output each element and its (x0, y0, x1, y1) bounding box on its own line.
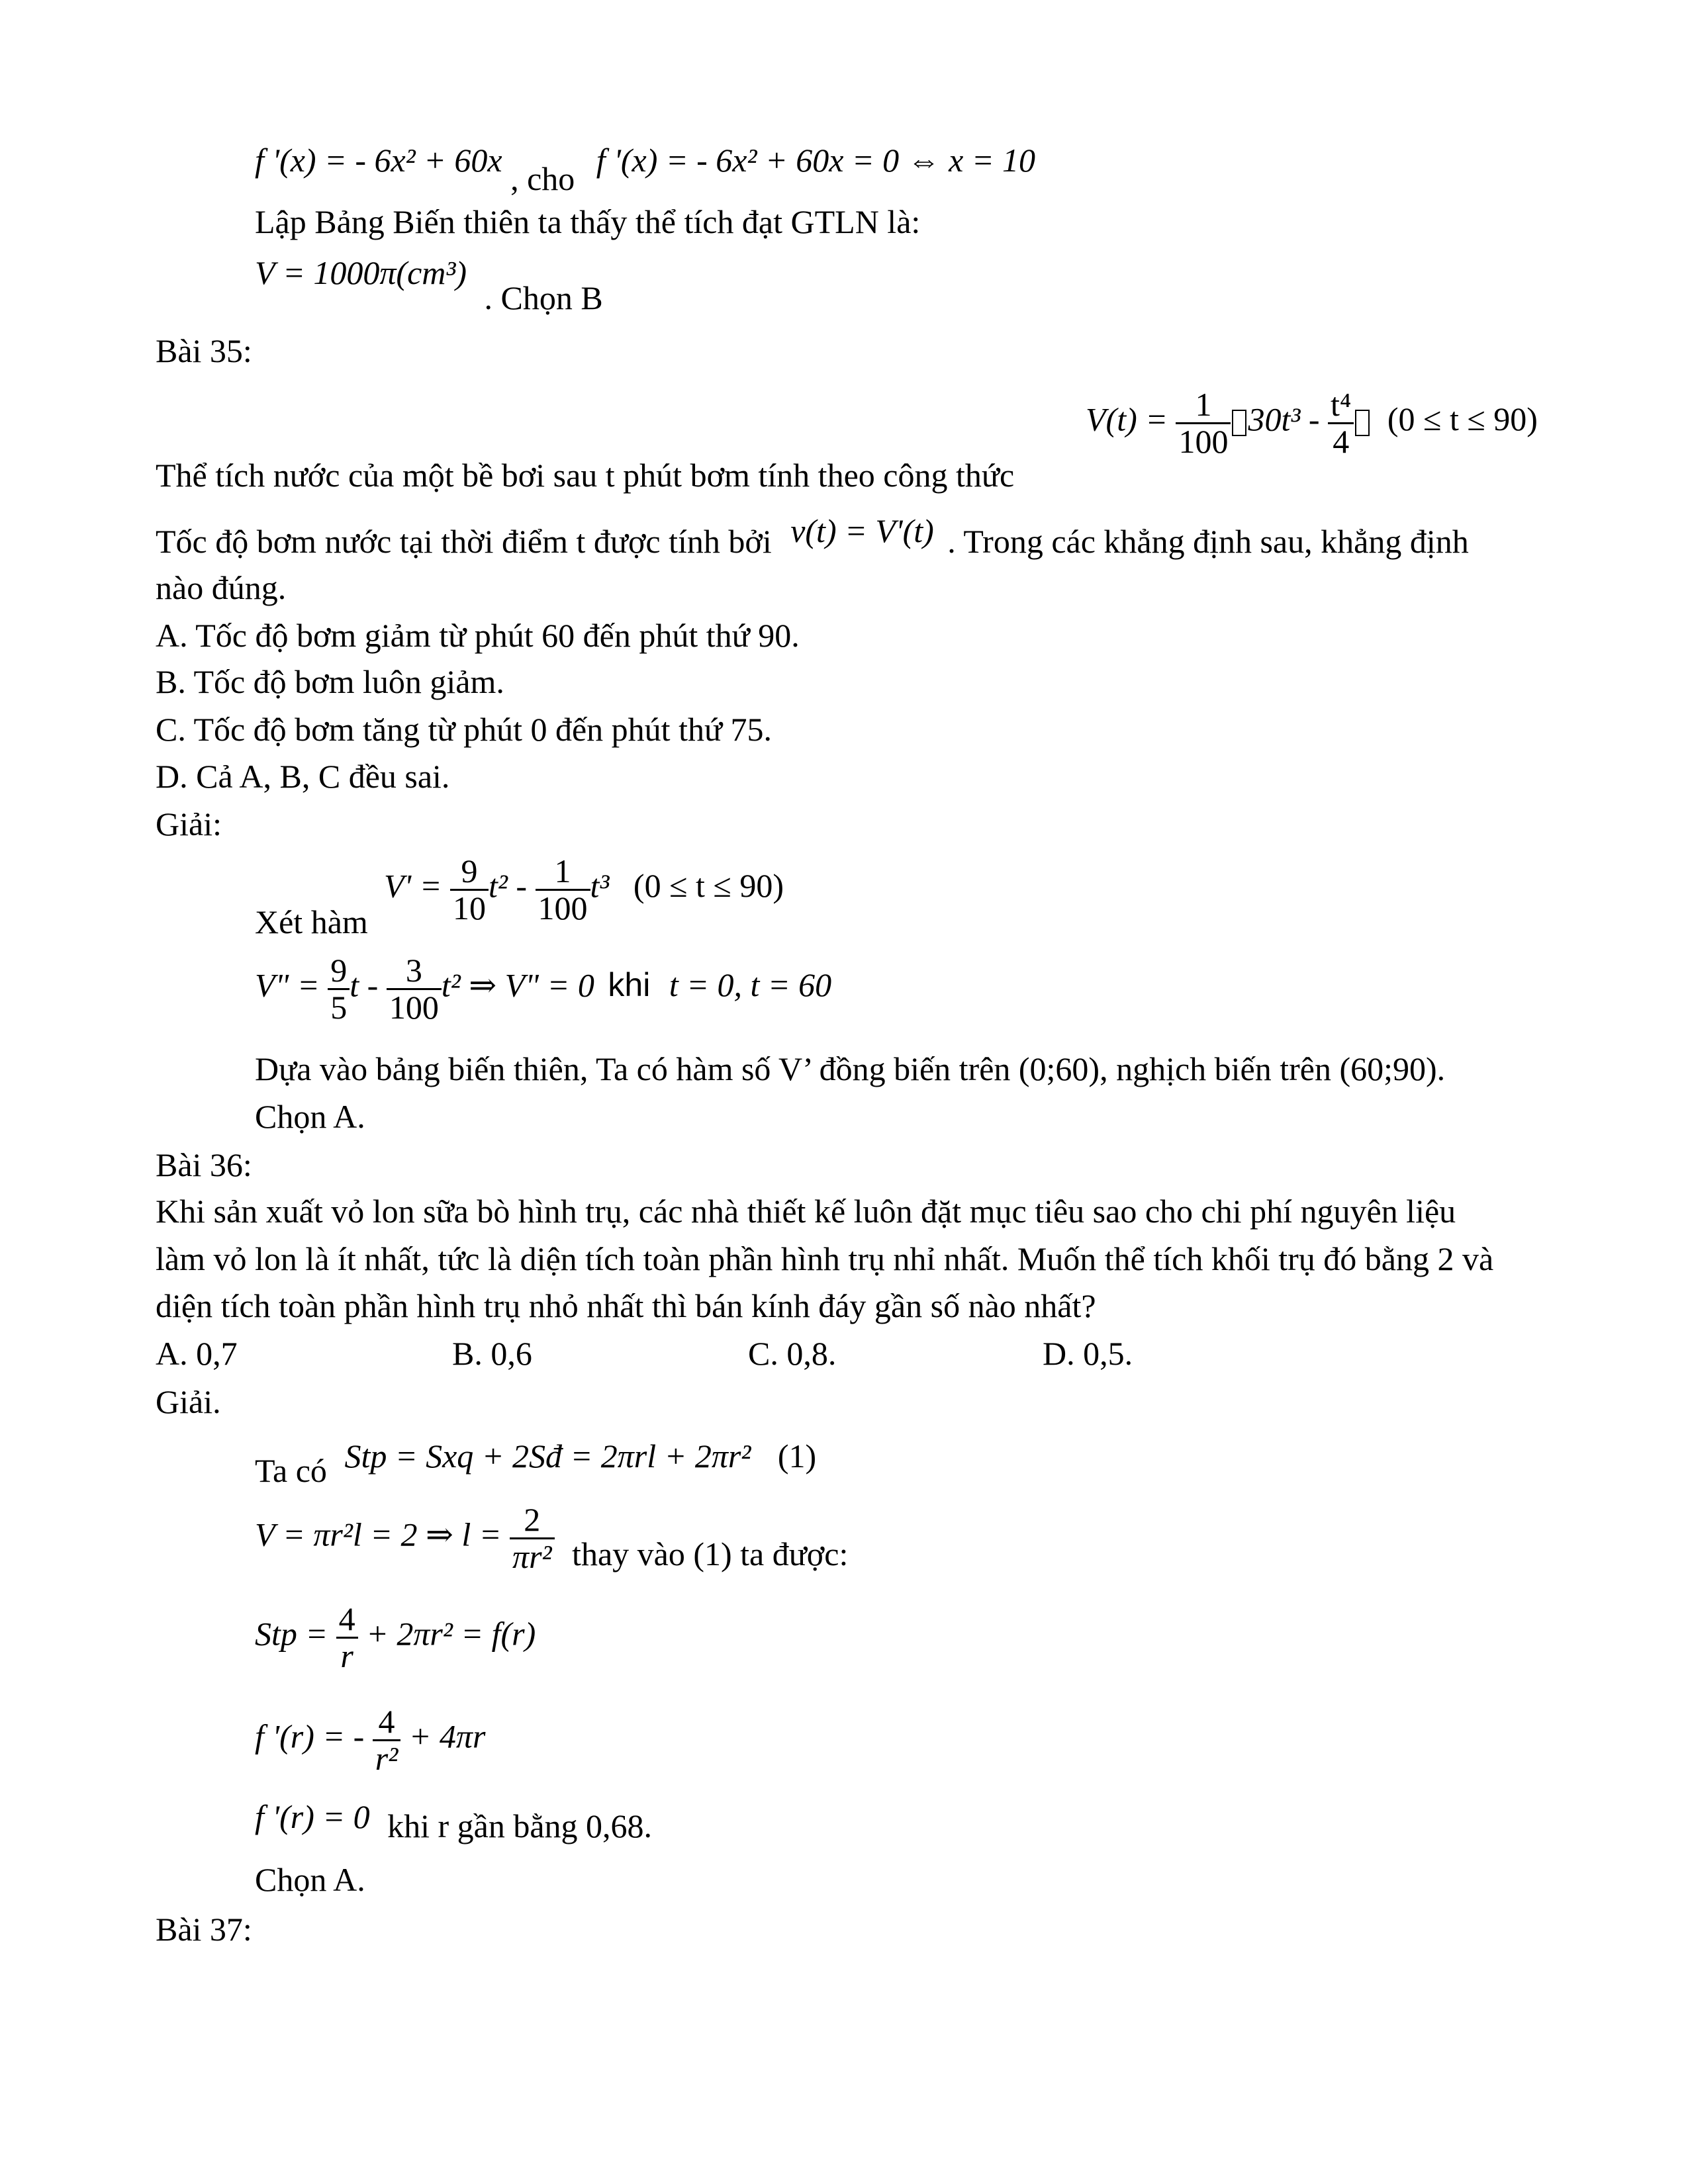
formula-derivative-line (255, 140, 1036, 197)
f-prime-zero-line: f '(r) = 0 khi r gần bằng 0,68. (255, 1798, 653, 1844)
derivative-v2-formula: V" = $\frac{9}{5}$ t - $\frac{3}{100}$ t² ⇒ V" = 0 khi t = 0, t = 60 (255, 952, 832, 1026)
fraction-2-pir2: $\frac{2}{\text{πr²}}$ (510, 1502, 555, 1574)
formula-f-prime-zero: f '(x) = - 6x² + 60x = 0 ⇔ x = 10 (596, 142, 1036, 179)
volume-substitution-line: V = πr²l = 2 ⇒ l = $\frac{2}{\text{πr²}}$ thay vào (1) ta được: (255, 1501, 849, 1575)
v1-range: (0 ≤ t ≤ 90) (633, 867, 784, 905)
bracket-glyph (1355, 410, 1370, 436)
exercise-36-option-c: C. 0,8. (748, 1335, 837, 1372)
exercise-35-option-c: C. Tốc độ bơm tăng từ phút 0 đến phút thứ 75. (156, 711, 773, 748)
fraction-9-10: $\frac{9}{10}$ (450, 854, 489, 925)
exercise-36-paragraph-2: làm vỏ lon là ít nhất, tức là diện tích toàn phần hình trụ nhỉ nhất. Muốn thể tích khối trụ đó bằng 2 và (156, 1240, 1494, 1277)
exercise-36-paragraph-3: diện tích toàn phần hình trụ nhỏ nhất thì bán kính đáy gần số nào nhất? (156, 1287, 1096, 1324)
fraction-4-r: $\frac{4}{r}$ (336, 1602, 358, 1673)
surface-area-formula: Stp = Sxq + 2Sđ = 2πrl + 2πr² (344, 1437, 751, 1475)
exercise-35-option-b: B. Tốc độ bơm luôn giảm. (156, 663, 504, 700)
speed-pre-text: Tốc độ bơm nước tại thời điểm t được tính bởi (156, 523, 772, 560)
volume-max-formula: V = 1000π(cm³) (255, 254, 467, 291)
exercise-36-option-b: B. 0,6 (452, 1335, 532, 1372)
vt-lhs: V(t) = (1086, 400, 1168, 438)
ta-co-text: Ta có (255, 1452, 327, 1489)
formula-f-prime: f '(x) = - 6x² + 60x (255, 142, 502, 179)
f-prime-r-formula: f '(r) = - $\frac{4}{\text{r²}}$ + 4πr (255, 1703, 486, 1777)
speed-cont-text: nào đúng. (156, 569, 287, 606)
fraction-3-100: $\frac{3}{100}$ (387, 953, 442, 1024)
exercise-35-speed-line (156, 512, 1469, 561)
exercise-36-paragraph-1: Khi sản xuất vỏ lon sữa bò hình trụ, các nhà thiết kế luôn đặt mục tiêu sao cho chi phí nguyên liệu (156, 1193, 1456, 1230)
exercise-36-answer: Chọn A. (255, 1861, 365, 1898)
vt-range: (0 ≤ t ≤ 90) (1387, 400, 1538, 438)
equation-tag-1: (1) (777, 1437, 817, 1475)
consider-function-label: Xét hàm (255, 903, 368, 940)
exercise-35-solution-label: Giải: (156, 805, 222, 842)
cho-text: , cho (510, 160, 575, 197)
choose-b-text: . Chọn B (484, 279, 603, 316)
exercise-35-answer: Chọn A. (255, 1098, 365, 1135)
variation-table-text: Lập Bảng Biến thiên ta thấy thể tích đạt GTLN là: (255, 203, 921, 240)
speed-post-text: . Trong các khẳng định sau, khẳng định (947, 523, 1469, 560)
exercise-35-volume-formula (1086, 387, 1538, 459)
fraction-4-r2: $\frac{4}{\text{r²}}$ (373, 1704, 400, 1776)
exercise-37-title: Bài 37: (156, 1911, 252, 1948)
exercise-36-title: Bài 36: (156, 1146, 252, 1183)
exercise-35-intro: Thể tích nước của một bề bơi sau t phút bơm tính theo công thức (156, 457, 1015, 494)
exercise-35-option-d: D. Cả A, B, C đều sai. (156, 758, 450, 795)
exercise-36-option-d: D. 0,5. (1043, 1335, 1133, 1372)
variation-conclusion: Dựa vào bảng biến thiên, Ta có hàm số V’ đồng biến trên (0;60), nghịch biến trên (60;90). (255, 1050, 1446, 1087)
fraction-t4-4: $\frac{\text{t⁴}}{4}$ (1328, 387, 1354, 459)
bracket-glyph (1232, 410, 1246, 436)
exercise-35-title: Bài 35: (156, 332, 252, 369)
vt-mid: 30t³ - (1248, 400, 1320, 438)
fraction-1-100: $\frac{1}{100}$ (1176, 387, 1231, 459)
fraction-9-5: $\frac{9}{5}$ (328, 953, 350, 1024)
exercise-35-option-a: A. Tốc độ bơm giảm từ phút 60 đến phút thứ 90. (156, 617, 800, 654)
derivative-v1-formula: V' = $\frac{9}{10}$ t² - $\frac{1}{100}$ t³ (0 ≤ t ≤ 90) (384, 852, 784, 927)
exercise-36-solution-label: Giải. (156, 1383, 221, 1420)
exercise-36-option-a: A. 0,7 (156, 1335, 238, 1372)
fraction-1-100-b: $\frac{1}{100}$ (536, 854, 590, 925)
speed-formula: v(t) = V'(t) (790, 512, 934, 549)
stp-function-formula: Stp = $\frac{4}{r}$ + 2πr² = f(r) (255, 1600, 536, 1674)
volume-max-line (255, 253, 603, 316)
surface-area-line (255, 1436, 817, 1489)
